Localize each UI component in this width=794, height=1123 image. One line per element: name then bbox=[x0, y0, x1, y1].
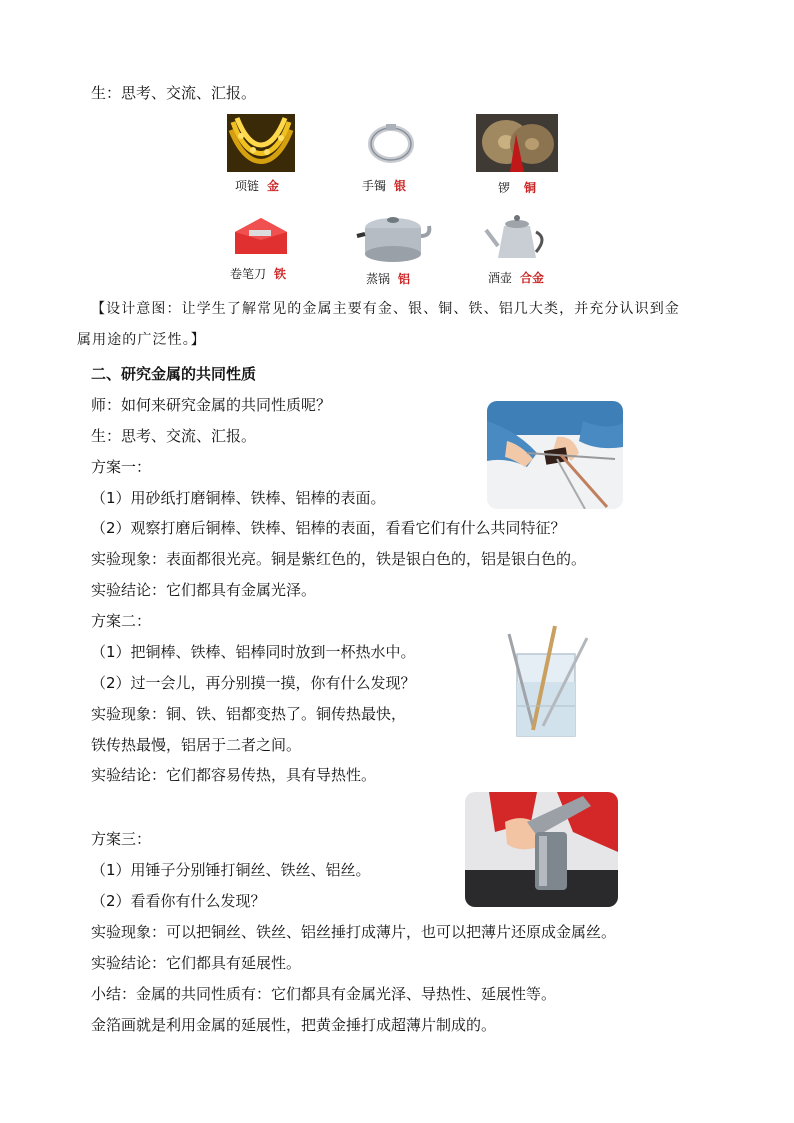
section-heading: 二、研究金属的共同性质 bbox=[91, 365, 257, 383]
plan1-conclusion: 实验结论：它们都具有金属光泽。 bbox=[91, 581, 317, 599]
plan1-title: 方案一： bbox=[91, 458, 152, 476]
copper-gong-image bbox=[476, 114, 558, 172]
plan3-step2: （2）看看你有什么发现？ bbox=[91, 892, 266, 910]
plan2-phenomenon-2: 铁传热最慢，铝居于二者之间。 bbox=[91, 736, 302, 754]
gold-necklace-image bbox=[227, 114, 295, 172]
item-name: 锣 bbox=[498, 181, 511, 195]
hammering-wire-photo bbox=[465, 792, 618, 907]
item-name: 手镯 bbox=[362, 179, 387, 193]
plan3-phenomenon: 实验现象：可以把铜丝、铁丝、铝丝捶打成薄片，也可以把薄片还原成金属丝。 bbox=[91, 923, 617, 941]
item-name: 项链 bbox=[235, 179, 260, 193]
closing-line: 金箔画就是利用金属的延展性，把黄金捶打成超薄片制成的。 bbox=[91, 1016, 497, 1034]
item-name: 蒸锅 bbox=[366, 272, 391, 286]
summary-line: 小结：金属的共同性质有：它们都具有金属光泽、导热性、延展性等。 bbox=[91, 985, 557, 1003]
item-metal: 银 bbox=[394, 179, 407, 193]
plan2-step2: （2）过一会儿，再分别摸一摸，你有什么发现？ bbox=[91, 674, 416, 692]
alloy-wine-pot-image bbox=[482, 208, 552, 264]
plan2-phenomenon-1: 实验现象：铜、铁、铝都变热了。铜传热最快， bbox=[91, 705, 407, 723]
item-metal: 金 bbox=[267, 179, 280, 193]
item-metal: 铜 bbox=[524, 181, 537, 195]
plan2-title: 方案二： bbox=[91, 612, 152, 630]
item-caption-sharpener bbox=[230, 267, 286, 281]
design-intent-line2: 属用途的广泛性。】 bbox=[77, 332, 206, 348]
item-metal: 铝 bbox=[398, 272, 411, 286]
aluminum-steamer-image bbox=[355, 206, 433, 266]
item-name: 卷笔刀 bbox=[230, 267, 267, 281]
rods-in-hot-water-photo bbox=[503, 622, 591, 740]
item-name: 酒壶 bbox=[488, 271, 513, 285]
item-metal: 合金 bbox=[520, 271, 545, 285]
item-metal: 铁 bbox=[274, 267, 287, 281]
plan2-step1: （1）把铜棒、铁棒、铝棒同时放到一杯热水中。 bbox=[91, 643, 416, 661]
design-intent-line1: 【设计意图：让学生了解常见的金属主要有金、银、铜、铁、铝几大类，并充分认识到金 bbox=[91, 301, 680, 317]
student-response-line: 生：思考、交流、汇报。 bbox=[91, 84, 257, 102]
student-reply: 生：思考、交流、汇报。 bbox=[91, 427, 257, 445]
item-caption-bracelet bbox=[362, 179, 406, 193]
plan1-step1: （1）用砂纸打磨铜棒、铁棒、铝棒的表面。 bbox=[91, 489, 386, 507]
teacher-question: 师：如何来研究金属的共同性质呢？ bbox=[91, 396, 332, 414]
item-caption-steamer bbox=[366, 272, 410, 286]
sanding-rods-photo bbox=[487, 401, 623, 509]
item-caption-necklace bbox=[235, 179, 279, 193]
plan3-title: 方案三： bbox=[91, 830, 152, 848]
iron-sharpener-image bbox=[227, 210, 295, 262]
plan3-conclusion: 实验结论：它们都具有延展性。 bbox=[91, 954, 302, 972]
item-caption-wine-pot bbox=[488, 271, 544, 285]
silver-bracelet-image bbox=[362, 114, 420, 172]
plan3-step1: （1）用锤子分别锤打铜丝、铁丝、铝丝。 bbox=[91, 861, 371, 879]
item-caption-gong bbox=[498, 181, 536, 195]
plan1-phenomenon: 实验现象：表面都很光亮。铜是紫红色的，铁是银白色的，铝是银白色的。 bbox=[91, 550, 587, 568]
plan2-conclusion: 实验结论：它们都容易传热，具有导热性。 bbox=[91, 766, 377, 784]
plan1-step2: （2）观察打磨后铜棒、铁棒、铝棒的表面，看看它们有什么共同特征？ bbox=[91, 519, 566, 537]
